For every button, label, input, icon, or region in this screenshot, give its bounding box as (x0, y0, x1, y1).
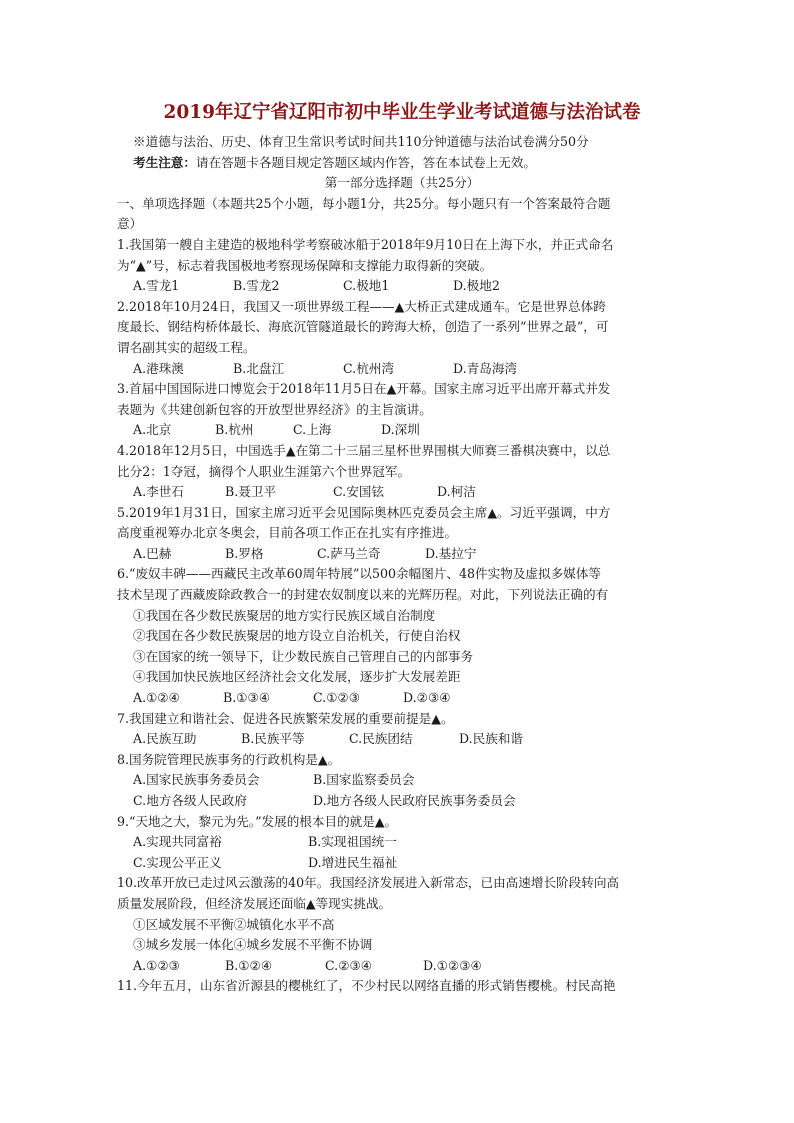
option-b: B.实现祖国统一 (308, 834, 397, 850)
option-a: A.港珠澳 (133, 360, 184, 376)
statement: ③城乡发展一体化④城乡发展不平衡不协调 (133, 937, 373, 953)
section-heading-line1: 一、单项选择题（本题共25个小题，每小题1分，共25分。每小题只有一个答案最符合题 (117, 195, 611, 211)
statement: ①我国在各少数民族聚居的地方实行民族区域自治制度 (133, 607, 436, 623)
option-c: C.极地1 (343, 278, 390, 294)
part-heading: 第一部分选择题（共25分） (324, 175, 480, 191)
option-b: B.罗格 (225, 545, 264, 561)
option-b: B.聂卫平 (225, 484, 277, 500)
option-a: A.巴赫 (133, 545, 172, 561)
option-b: B.①③④ (223, 690, 271, 706)
question-text: 5.2019年1月31日，国家主席习近平会见国际奥林匹克委员会主席▲。习近平强调，中方 (117, 504, 611, 520)
answer-options (117, 832, 687, 853)
option-b: B.①②④ (225, 957, 273, 973)
question-text: 11.今年五月，山东省沂源县的樱桃红了，不少村民以网络直播的形式销售樱桃。村民高艳 (117, 978, 616, 994)
answer-options (117, 482, 687, 503)
option-d: D.青岛海湾 (453, 360, 518, 376)
question-text: 为“▲”号，标志着我国极地考察现场保障和支撑能力取得新的突破。 (117, 257, 493, 273)
question-text: 高度重视筹办北京冬奥会，目前各项工作正在扎实有序推进。 (117, 525, 458, 541)
option-d: D.基拉宁 (425, 545, 477, 561)
option-d: D.增进民生福祉 (308, 854, 398, 870)
option-c: C.地方各级人民政府 (133, 793, 247, 808)
option-a: A.①②③ (133, 957, 180, 973)
question-3 (117, 379, 687, 441)
option-a: A.实现共同富裕 (133, 834, 222, 850)
question-text: 3.首届中国国际进口博览会于2018年11月5日在▲开幕。国家主席习近平出席开幕式并发 (117, 381, 611, 397)
option-a: A.李世石 (133, 484, 184, 500)
option-d: D.民族和谐 (459, 731, 524, 747)
option-c: C.②③④ (325, 957, 373, 973)
question-text: 2.2018年10月24日，我国又一项世界级工程——▲大桥正式建成通车。它是世界总体跨 (117, 298, 606, 314)
exam-page (117, 100, 687, 997)
question-text: 4.2018年12月5日，中国选手▲在第二十三届三星杯世界围棋大师赛三番棋决赛中，以总 (117, 442, 611, 458)
question-text: 8.国务院管理民族事务的行政机构是▲。 (117, 751, 341, 767)
question-10 (117, 873, 687, 976)
option-c: C.杭州湾 (343, 360, 394, 376)
option-c: C.萨马兰奇 (317, 545, 381, 561)
page-title: 2019年辽宁省辽阳市初中毕业生学业考试道德与法治试卷 (163, 102, 641, 123)
option-a: A.国家民族事务委员会 (133, 772, 260, 788)
answer-options (117, 791, 687, 812)
option-b: B.杭州 (215, 422, 254, 438)
question-6 (117, 564, 687, 708)
option-d: D.极地2 (453, 278, 500, 294)
answer-options (117, 729, 687, 750)
question-text: 7.我国建立和谐社会、促进各民族繁荣发展的重要前提是▲。 (117, 710, 454, 726)
question-text: 6.“废奴丰碑——西藏民主改革60周年特展”以500余幅图片、48件实物及虚拟多媒体等 (117, 566, 601, 582)
answer-options (117, 770, 687, 791)
statement: ④我国加快民族地区经济社会文化发展，逐步扩大发展差距 (133, 669, 461, 685)
question-2 (117, 297, 687, 379)
question-9 (117, 812, 687, 874)
question-11 (117, 976, 687, 997)
question-text: 技术呈现了西藏废除政教合一的封建农奴制度以来的光辉历程。对此，下列说法正确的有 (117, 587, 609, 603)
statement: ③在国家的统一领导下，让少数民族自己管理自己的内部事务 (133, 648, 474, 664)
question-5 (117, 503, 687, 565)
option-c: C.上海 (293, 422, 332, 438)
answer-options (117, 956, 687, 977)
question-1 (117, 235, 687, 297)
answer-options (117, 544, 687, 565)
option-a: A.①②④ (133, 690, 180, 706)
notice-label: 考生注意： (133, 154, 196, 170)
notice-text: 请在答题卡各题目规定答题区域内作答，答在本试卷上无效。 (195, 154, 536, 170)
section-heading-line2: 意） (117, 216, 143, 232)
question-text: 比分2：1夺冠，摘得个人职业生涯第六个世界冠军。 (117, 463, 411, 479)
option-a: A.北京 (133, 422, 172, 438)
question-4 (117, 441, 687, 503)
statement: ①区域发展不平衡②城镇化水平不高 (133, 916, 335, 932)
answer-options (117, 359, 687, 380)
option-b: B.民族平等 (241, 731, 305, 747)
question-8 (117, 750, 687, 812)
option-c: C.民族团结 (349, 731, 413, 747)
option-b: B.北盘江 (233, 360, 285, 376)
option-a: A.民族互助 (133, 731, 197, 747)
option-c: C.①②③ (313, 690, 361, 706)
option-d: D.地方各级人民政府民族事务委员会 (313, 793, 516, 808)
option-d: D.柯洁 (437, 484, 476, 500)
question-text: 9.“天地之大，黎元为先。”发展的根本目的就是▲。 (117, 813, 398, 829)
question-text: 度最长、钢结构桥体最长、海底沉管隧道最长的跨海大桥，创造了一系列“世界之最”，可 (117, 319, 609, 335)
answer-options (117, 276, 687, 297)
question-text: 1.我国第一艘自主建造的极地科学考察破冰船于2018年9月10日在上海下水，并正式命名 (117, 236, 614, 252)
option-b: B.雪龙2 (233, 278, 280, 294)
option-c: C.实现公平正义 (133, 854, 222, 870)
option-a: A.雪龙1 (133, 278, 180, 294)
option-d: D.①②③④ (423, 957, 482, 973)
answer-options (117, 688, 687, 709)
question-text: 表题为《共建创新包容的开放型世界经济》的主旨演讲。 (117, 401, 432, 417)
answer-options (117, 420, 687, 441)
answer-options (117, 853, 687, 874)
question-7 (117, 709, 687, 750)
question-text: 谓名副其实的超级工程。 (117, 339, 256, 355)
option-c: C.安国铉 (333, 484, 384, 500)
option-d: D.深圳 (381, 422, 420, 438)
option-b: B.国家监察委员会 (313, 772, 415, 788)
question-text: 10.改革开放已走过风云激荡的40年。我国经济发展进入新常态，已由高速增长阶段转向高 (117, 875, 620, 891)
question-text: 质量发展阶段，但经济发展还面临▲等现实挑战。 (117, 895, 392, 911)
statement: ②我国在各少数民族聚居的地方设立自治机关，行使自治权 (133, 628, 461, 644)
candidate-notice (117, 153, 687, 174)
option-d: D.②③④ (403, 690, 451, 706)
exam-note: ※道德与法治、历史、体育卫生常识考试时间共110分钟道德与法治试卷满分50分 (133, 134, 589, 149)
